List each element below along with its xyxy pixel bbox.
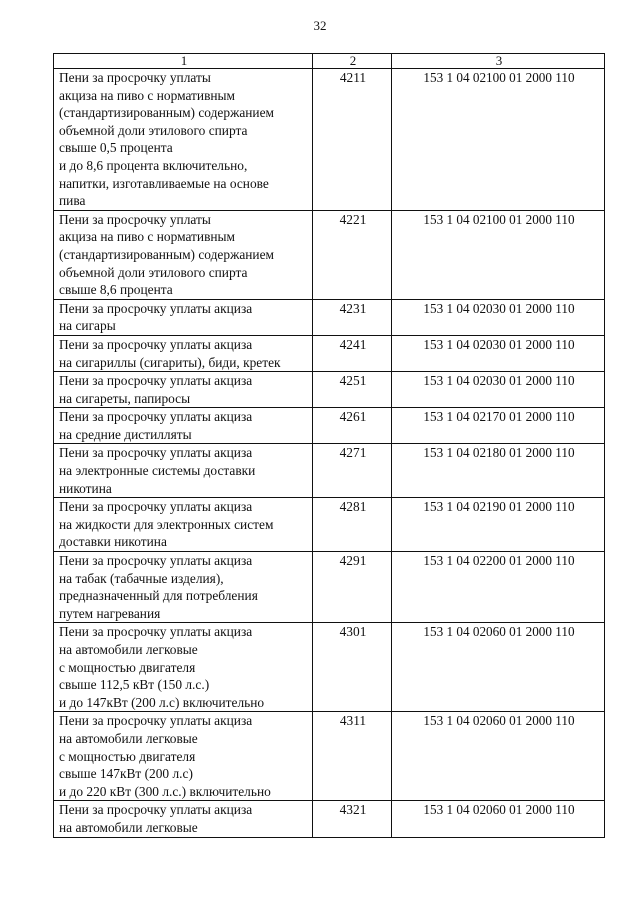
table-row (54, 801, 605, 837)
budget-classification-code: 153 1 04 02200 01 2000 110 (392, 552, 605, 623)
budget-classification-code: 153 1 04 02060 01 2000 110 (392, 801, 605, 837)
description-line: и до 147кВт (200 л.с) включительно (59, 694, 265, 710)
budget-classification-code: 153 1 04 02100 01 2000 110 (392, 69, 605, 211)
budget-classification-code: 153 1 04 02170 01 2000 110 (392, 408, 605, 444)
table-header-row (54, 54, 605, 69)
payment-description (54, 408, 313, 444)
description-line: Пени за просрочку уплаты акциза (59, 445, 253, 461)
description-line: путем нагревания (59, 605, 161, 621)
table-row (54, 498, 605, 552)
payment-description (54, 801, 313, 837)
table-row (54, 69, 605, 211)
description-line: Пени за просрочку уплаты акциза (59, 373, 253, 389)
table-row (54, 210, 605, 299)
description-line: Пени за просрочку уплаты акциза (59, 713, 253, 729)
budget-classification-code: 153 1 04 02190 01 2000 110 (392, 498, 605, 552)
description-line: Пени за просрочку уплаты акциза (59, 499, 253, 515)
payment-description (54, 335, 313, 371)
kbk-table (53, 53, 605, 838)
payment-code: 4321 (313, 801, 392, 837)
column-header-2: 2 (313, 54, 392, 69)
description-line: на сигариллы (сигариты), биди, кретек (59, 354, 281, 370)
description-line: Пени за просрочку уплаты (59, 70, 211, 85)
table-row (54, 623, 605, 712)
budget-classification-code: 153 1 04 02100 01 2000 110 (392, 210, 605, 299)
description-line: Пени за просрочку уплаты акциза (59, 624, 253, 640)
table-row (54, 444, 605, 498)
description-line: предназначенный для потребления (59, 588, 258, 604)
description-line: (стандартизированным) содержанием (59, 105, 275, 121)
description-line: на автомобили легковые (59, 730, 198, 746)
table-row (54, 552, 605, 623)
description-line: никотина (59, 480, 112, 496)
description-line: Пени за просрочку уплаты акциза (59, 802, 253, 818)
payment-description (54, 623, 313, 712)
description-line: на жидкости для электронных систем (59, 516, 274, 532)
description-line: объемной доли этилового спирта (59, 264, 248, 280)
table-row (54, 372, 605, 408)
description-line: Пени за просрочку уплаты акциза (59, 300, 253, 316)
description-line: Пени за просрочку уплаты (59, 211, 211, 227)
description-line: напитки, изготавливаемые на основе (59, 175, 269, 191)
payment-code: 4291 (313, 552, 392, 623)
table-body (54, 69, 605, 838)
table-row (54, 408, 605, 444)
description-line: на электронные системы доставки (59, 463, 256, 479)
payment-description (54, 299, 313, 335)
payment-code: 4311 (313, 712, 392, 801)
payment-code: 4301 (313, 623, 392, 712)
description-line: акциза на пиво с нормативным (59, 229, 236, 245)
payment-code: 4271 (313, 444, 392, 498)
description-line: и до 8,6 процента включительно, (59, 157, 248, 173)
payment-code: 4281 (313, 498, 392, 552)
payment-description (54, 372, 313, 408)
description-line: доставки никотина (59, 534, 167, 550)
description-line: с мощностью двигателя (59, 659, 196, 675)
description-line: Пени за просрочку уплаты акциза (59, 553, 253, 569)
budget-classification-code: 153 1 04 02030 01 2000 110 (392, 335, 605, 371)
table-row (54, 299, 605, 335)
description-line: на средние дистилляты (59, 426, 192, 442)
budget-classification-code: 153 1 04 02060 01 2000 110 (392, 623, 605, 712)
payment-code: 4251 (313, 372, 392, 408)
description-line: на автомобили легковые (59, 819, 198, 835)
payment-description (54, 712, 313, 801)
description-line: свыше 8,6 процента (59, 282, 173, 298)
budget-classification-code: 153 1 04 02030 01 2000 110 (392, 299, 605, 335)
page-number: 32 (313, 18, 327, 33)
column-header-1: 1 (54, 54, 313, 69)
description-line: свыше 112,5 кВт (150 л.с.) (59, 677, 210, 693)
payment-description (54, 69, 313, 211)
description-line: на сигареты, папиросы (59, 390, 191, 406)
budget-classification-code: 153 1 04 02180 01 2000 110 (392, 444, 605, 498)
description-line: и до 220 кВт (300 л.с.) включительно (59, 783, 271, 799)
payment-description (54, 444, 313, 498)
description-line: свыше 0,5 процента (59, 140, 173, 156)
description-line: Пени за просрочку уплаты акциза (59, 409, 253, 425)
description-line: на автомобили легковые (59, 642, 198, 657)
description-line: свыше 147кВт (200 л.с) (59, 766, 193, 782)
description-line: Пени за просрочку уплаты акциза (59, 336, 253, 352)
description-line: с мощностью двигателя (59, 748, 196, 764)
payment-description (54, 552, 313, 623)
column-header-3: 3 (392, 54, 605, 69)
description-line: акциза на пиво с нормативным (59, 87, 236, 103)
description-line: объемной доли этилового спирта (59, 122, 248, 138)
description-line: (стандартизированным) содержанием (59, 246, 275, 262)
description-line: пива (59, 193, 86, 209)
description-line: на табак (табачные изделия), (59, 570, 224, 586)
payment-description (54, 498, 313, 552)
budget-classification-code: 153 1 04 02060 01 2000 110 (392, 712, 605, 801)
payment-code: 4221 (313, 210, 392, 299)
payment-code: 4231 (313, 299, 392, 335)
payment-code: 4261 (313, 408, 392, 444)
payment-description (54, 210, 313, 299)
description-line: на сигары (59, 318, 116, 334)
budget-classification-code: 153 1 04 02030 01 2000 110 (392, 372, 605, 408)
table-row (54, 335, 605, 371)
payment-code: 4211 (313, 69, 392, 211)
table-row (54, 712, 605, 801)
payment-code: 4241 (313, 335, 392, 371)
